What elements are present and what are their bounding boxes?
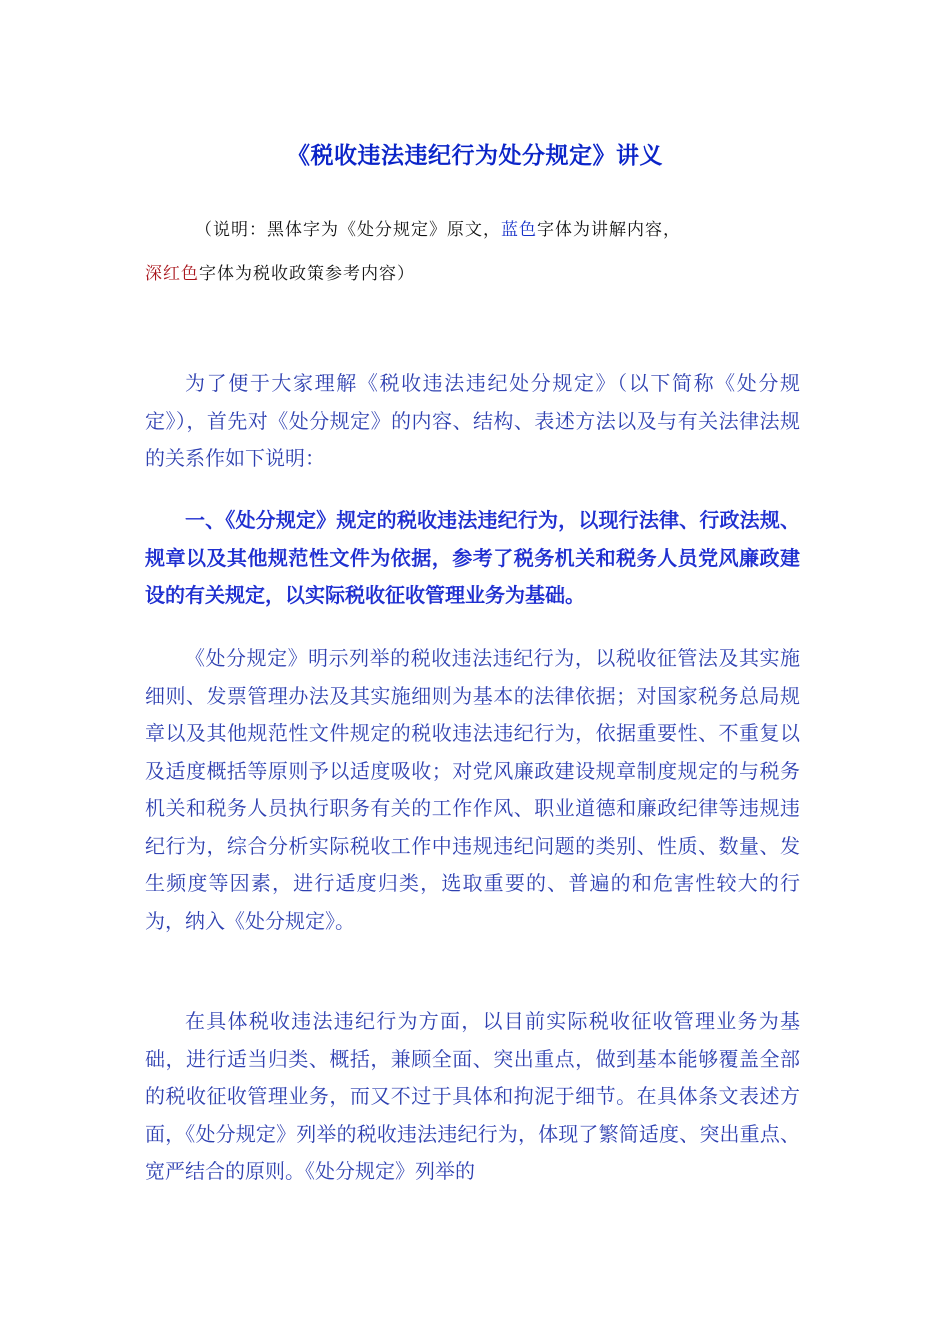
paragraph-intro: 为了便于大家理解《税收违法违纪处分规定》（以下简称《处分规定》），首先对《处分规定》的内容、结构、表述方法以及与有关法律法规的关系作如下说明：	[145, 371, 800, 470]
note-blue-word: 蓝色	[501, 220, 537, 240]
note-text: （说明：黑体字为《处分规定》原文，	[195, 220, 501, 240]
note-line-1	[195, 208, 855, 252]
paragraph-body-2: 在具体税收违法违纪行为方面，以目前实际税收征收管理业务为基础，进行适当归类、概括，兼顾全面、突出重点，做到基本能够覆盖全部的税收征收管理业务，而又不过于具体和拘泥于细节。在具体条文表述方面，《处分规定》列举的税收违法违纪行为，体现了繁简适度、突出重点、宽严结合的原则。《处分规定》列举的	[145, 1009, 800, 1183]
paragraph-heading-1: 一、《处分规定》规定的税收违法违纪行为，以现行法律、行政法规、规章以及其他规范性文件为依据，参考了税务机关和税务人员党风廉政建设的有关规定，以实际税收征收管理业务为基础。	[145, 508, 800, 607]
paragraph-body-1: 《处分规定》明示列举的税收违法违纪行为，以税收征管法及其实施细则、发票管理办法及其实施细则为基本的法律依据；对国家税务总局规章以及其他规范性文件规定的税收违法违纪行为，依据重要性、不重复以及适度概括等原则予以适度吸收；对党风廉政建设规章制度规定的与税务机关和税务人员执行职务有关的工作作风、职业道德和廉政纪律等违规违纪行为，综合分析实际税收工作中违规违纪问题的类别、性质、数量、发生频度等因素，进行适度归类，选取重要的、普遍的和危害性较大的行为，纳入《处分规定》。	[145, 646, 800, 933]
document-title: 《税收违法违纪行为处分规定》讲义	[287, 142, 663, 169]
note-line-2	[145, 252, 805, 296]
note-red-word: 深红色	[145, 264, 199, 284]
note-text: 字体为讲解内容，	[537, 220, 681, 240]
note-text: 字体为税收政策参考内容）	[199, 264, 415, 284]
